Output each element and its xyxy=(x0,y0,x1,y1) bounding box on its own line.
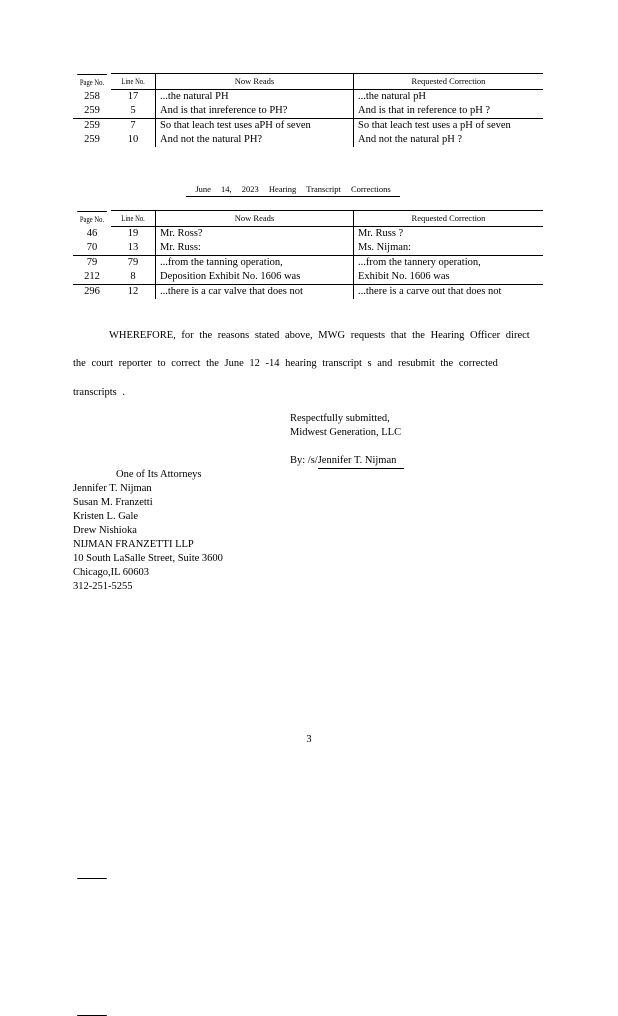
row-page: 259 xyxy=(73,119,111,134)
header-page-no: Page No. xyxy=(77,211,107,1016)
table-header-row xyxy=(73,211,543,227)
wherefore-line-1: WHEREFORE, for the reasons stated above, MWG requests that the Hearing Officer direct xyxy=(109,330,530,341)
row-line: 79 xyxy=(111,256,156,271)
firm-name: NIJMAN FRANZETTI LLP xyxy=(73,539,194,550)
row-line: 17 xyxy=(127,91,139,102)
header-page-no: Page No. xyxy=(77,74,107,879)
attorney-name: Jennifer T. Nijman xyxy=(73,483,152,494)
firm-phone: 312-251-5255 xyxy=(73,581,133,592)
table-row xyxy=(73,90,543,105)
section-title: June 14, 2023 Hearing Transcript Corrections xyxy=(186,184,400,197)
row-page: 212 xyxy=(84,271,100,282)
row-now-reads: And not the natural PH? xyxy=(156,133,354,147)
row-line: 12 xyxy=(111,285,156,300)
header-line-no: Line No. xyxy=(116,211,151,227)
row-page: 258 xyxy=(84,90,100,102)
row-page: 259 xyxy=(84,105,100,116)
row-requested: Mr. Russ ? xyxy=(354,227,544,242)
header-now-reads: Now Reads xyxy=(156,74,354,90)
table-header-row xyxy=(73,74,543,90)
wherefore-line-2: the court reporter to correct the June 12 -14 hearing transcript s and resubmit the corrected xyxy=(73,358,498,369)
row-requested: Exhibit No. 1606 was xyxy=(354,270,544,285)
row-page: 46 xyxy=(86,227,98,239)
firm-address-line-2: Chicago,IL 60603 xyxy=(73,567,150,578)
row-page: 79 xyxy=(73,256,111,271)
row-now-reads: Mr. Ross? xyxy=(156,227,354,242)
row-page: 296 xyxy=(73,285,111,300)
attorney-role: One of Its Attorneys xyxy=(116,469,202,480)
row-requested: And is that in reference to pH ? xyxy=(354,104,544,119)
row-line: 7 xyxy=(111,119,156,134)
row-now-reads: And is that inreference to PH? xyxy=(156,104,354,119)
row-requested: ...there is a carve out that does not xyxy=(354,285,544,300)
corrections-table-2 xyxy=(73,210,543,299)
table-row xyxy=(73,119,543,134)
row-requested: And not the natural pH ? xyxy=(354,133,544,147)
row-requested: ...from the tannery operation, xyxy=(354,256,544,271)
attorney-name: Susan M. Franzetti xyxy=(73,497,153,508)
signature-prefix: By: /s/ xyxy=(290,455,318,466)
attorney-name: Drew Nishioka xyxy=(73,525,137,536)
row-now-reads: Deposition Exhibit No. 1606 was xyxy=(156,270,354,285)
table-row xyxy=(73,256,543,271)
row-now-reads: ...there is a car valve that does not xyxy=(156,285,354,300)
row-now-reads: Mr. Russ: xyxy=(156,241,354,256)
signature-block xyxy=(290,412,404,469)
row-line: 8 xyxy=(130,271,136,282)
closing-text: Respectfully submitted, xyxy=(290,413,390,424)
row-line: 13 xyxy=(127,242,139,253)
row-requested: ...the natural pH xyxy=(354,90,544,105)
signature-line xyxy=(290,454,404,469)
corrections-table-1 xyxy=(73,73,543,147)
firm-address-line-1: 10 South LaSalle Street, Suite 3600 xyxy=(73,553,223,564)
row-now-reads: So that leach test uses aPH of seven xyxy=(156,119,354,134)
table-row xyxy=(73,227,543,242)
attorney-name: Kristen L. Gale xyxy=(73,511,139,522)
row-now-reads: ...the natural PH xyxy=(156,90,354,105)
row-now-reads: ...from the tanning operation, xyxy=(156,256,354,271)
row-line: 19 xyxy=(127,228,139,239)
page-number: 3 xyxy=(306,734,312,745)
row-page: 259 xyxy=(84,134,100,145)
header-requested-correction: Requested Correction xyxy=(354,74,544,90)
header-line-no: Line No. xyxy=(116,74,151,90)
header-now-reads: Now Reads xyxy=(156,211,354,227)
table-row xyxy=(73,133,543,147)
row-requested: Ms. Nijman: xyxy=(354,241,544,256)
row-line: 5 xyxy=(130,105,136,116)
table-row xyxy=(73,104,543,119)
row-page: 70 xyxy=(86,242,98,253)
attorney-block xyxy=(73,468,223,594)
table-row xyxy=(73,241,543,256)
table-row xyxy=(73,270,543,285)
wherefore-line-3: transcripts . xyxy=(73,387,125,398)
company-name: Midwest Generation, LLC xyxy=(290,427,402,438)
table-row xyxy=(73,285,543,300)
row-line: 10 xyxy=(127,134,139,145)
row-requested: So that leach test uses a pH of seven xyxy=(354,119,544,134)
signature-name: Jennifer T. Nijman xyxy=(318,454,405,469)
header-requested-correction: Requested Correction xyxy=(354,211,544,227)
